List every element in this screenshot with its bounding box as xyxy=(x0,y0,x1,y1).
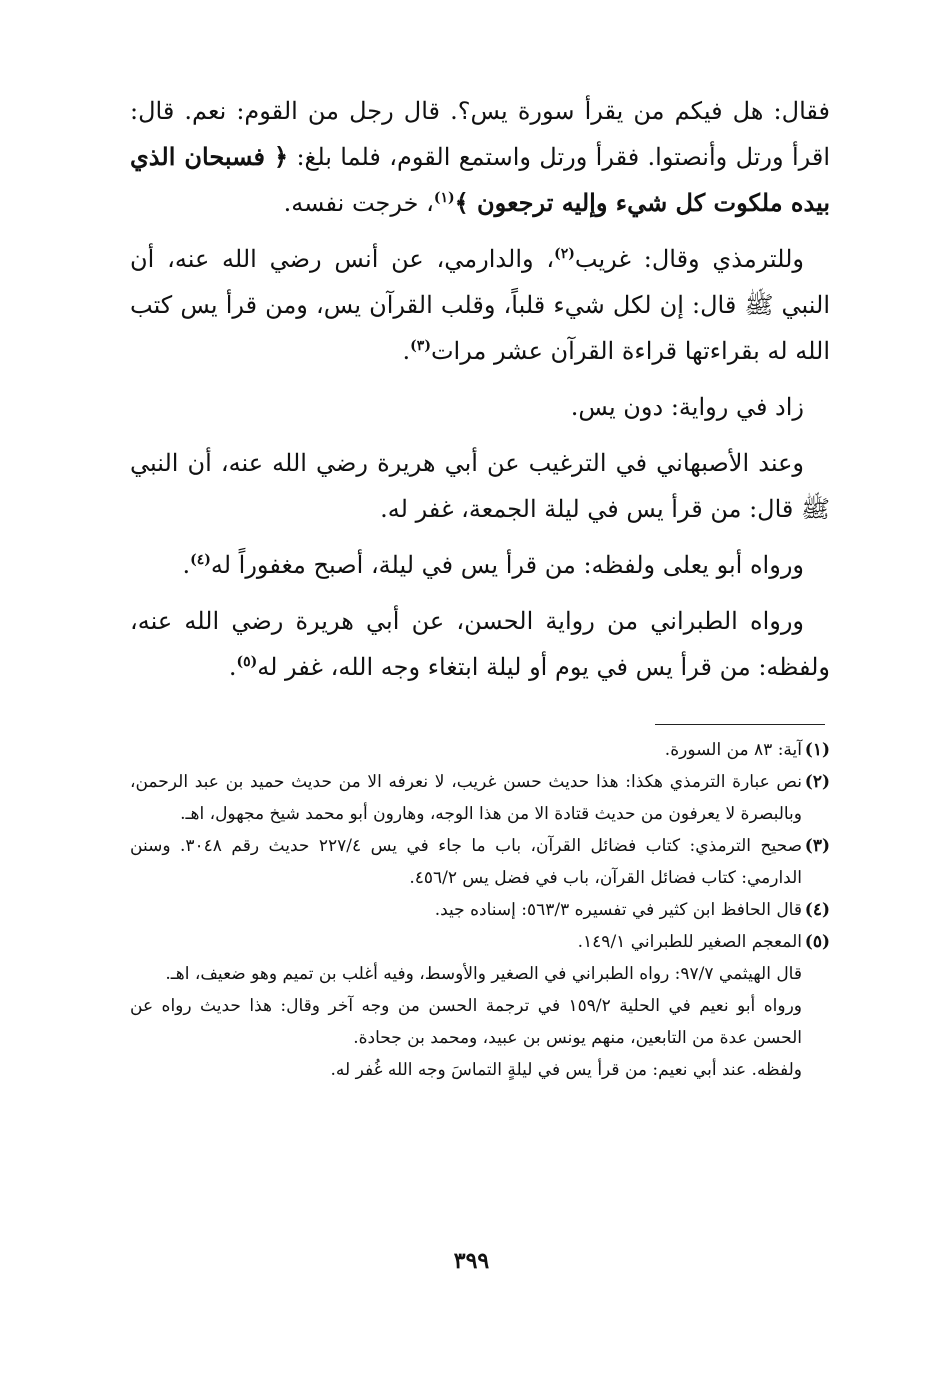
footnote xyxy=(130,734,830,766)
text-run: . xyxy=(182,551,191,579)
footnote-text: ورواه أبو نعيم في الحلية ١٥٩/٢ في ترجمة الحسن من وجه آخر وقال: هذا حديث رواه عن الحسن عدة من التابعين، منهم يونس بن عبيد، ومحمد بن جحادة. xyxy=(130,996,802,1048)
footnote-ref: (٤) xyxy=(190,552,211,568)
footnote-number: (٥) xyxy=(804,932,830,952)
footnote-text: قال الهيثمي ٩٧/٧: رواه الطبراني في الصغير والأوسط، وفيه أغلب بن تميم وهو ضعيف، اهـ. xyxy=(165,964,802,984)
text-run: زاد في رواية: دون يس. xyxy=(570,393,804,421)
text-run: وعند الأصبهاني في الترغيب عن أبي هريرة رضي الله عنه، أن النبي ﷺ قال: من قرأ يس في ليلة الجمعة، غفر له. xyxy=(130,449,830,523)
text-run: . xyxy=(402,337,411,365)
paragraph xyxy=(130,598,830,690)
footnote-ref: (٥) xyxy=(236,654,258,670)
footnote-ref: (٢) xyxy=(554,246,575,262)
footnote xyxy=(130,766,830,830)
text-run: ﴿ فسبحان الذي بيده ملكوت كل شيء وإليه ترجعون ﴾ xyxy=(130,142,830,217)
main-text xyxy=(130,88,830,700)
footnote-divider xyxy=(655,724,825,725)
footnote-text: قال الحافظ ابن كثير في تفسيره ٥٦٣/٣: إسناده جيد. xyxy=(434,900,802,920)
footnote-text: آية: ٨٣ من السورة. xyxy=(664,740,802,760)
footnote-ref: (١) xyxy=(433,190,455,206)
footnote xyxy=(130,1054,830,1086)
text-run: ، والدارمي، عن أنس رضي الله عنه، أن النبي ﷺ قال: إن لكل شيء قلباً، وقلب القرآن يس، ومن قرأ يس كتب الله له بقراءتها قراءة القرآن عشر مرات xyxy=(130,245,830,365)
footnote xyxy=(130,830,830,894)
footnote-text: نص عبارة الترمذي هكذا: هذا حديث حسن غريب، لا نعرفه الا من حديث حميد بن عبد الرحمن، وبالبصرة لا يعرفون من حديث قتادة الا من هذا الوجه، وهارون أبو محمد شيخ مجهول، اهـ. xyxy=(130,772,802,824)
text-run: ، خرجت نفسه. xyxy=(283,189,434,217)
footnote-text: ولفظه. عند أبي نعيم: من قرأ يس في ليلةٍ التماسَ وجه الله غُفر له. xyxy=(330,1060,802,1080)
footnote-ref: (٣) xyxy=(410,338,431,354)
footnotes xyxy=(130,734,830,1086)
text-run: ورواه الطبراني من رواية الحسن، عن أبي هريرة رضي الله عنه، ولفظه: من قرأ يس في يوم أو ليلة ابتغاء وجه الله، غفر له xyxy=(130,607,830,681)
text-run: وللترمذي وقال: غريب xyxy=(574,245,805,273)
footnote-number: (٢) xyxy=(804,772,830,792)
footnote-text: المعجم الصغير للطبراني ١٤٩/١. xyxy=(577,932,802,952)
text-run: . xyxy=(228,653,237,681)
paragraph xyxy=(130,542,830,588)
text-run: فقال: هل فيكم من يقرأ سورة يس؟. قال رجل من القوم: نعم. قال: اقرأ ورتل وأنصتوا. فقرأ ورتل واستمع القوم، فلما بلغ: xyxy=(130,97,830,171)
paragraph xyxy=(130,440,830,532)
footnote xyxy=(130,894,830,926)
paragraph xyxy=(130,236,830,374)
paragraph xyxy=(130,88,830,226)
footnote xyxy=(130,990,830,1054)
footnote-number: (٤) xyxy=(804,900,830,920)
page-number: ٣٩٩ xyxy=(453,1248,490,1274)
text-run: ورواه أبو يعلى ولفظه: من قرأ يس في ليلة، أصبح مغفوراً له xyxy=(210,551,804,579)
footnote xyxy=(130,926,830,958)
paragraph xyxy=(130,384,830,430)
footnote xyxy=(130,958,830,990)
footnote-text: صحيح الترمذي: كتاب فضائل القرآن، باب ما جاء في يس ٢٢٧/٤ حديث رقم ٣٠٤٨. وسنن الدارمي: كتاب فضائل القرآن، باب في فضل يس ٤٥٦/٢. xyxy=(130,836,803,888)
footnote-number: (١) xyxy=(804,740,830,760)
footnote-number: (٣) xyxy=(804,836,830,856)
